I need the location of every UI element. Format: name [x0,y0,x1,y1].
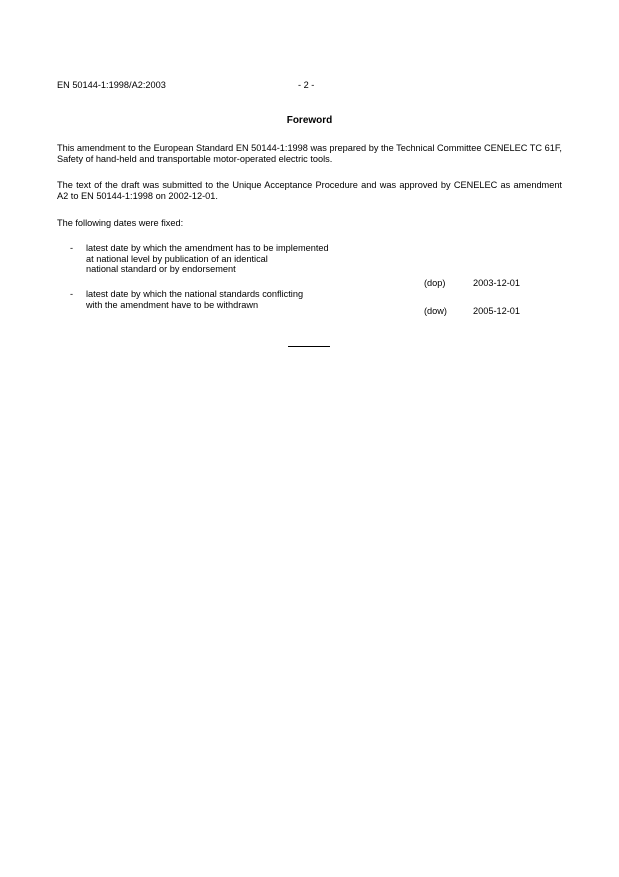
list-dash: - [70,243,74,253]
date-code: (dow) [424,306,447,317]
paragraph-prepared-by: This amendment to the European Standard EN 50144-1:1998 was prepared by the Technical Committee CENELEC TC 61F, Safety of hand-held and transportable motor-operated electric tools. [57,143,562,164]
page-header-doc-id: EN 50144-1:1998/A2:2003 [57,80,166,90]
description-line: at national level by publication of an identical [86,253,268,264]
page-number: - 2 - [298,80,315,90]
list-dash: - [70,289,74,299]
date-item-dop [57,243,562,289]
date-item-dow [57,289,562,317]
description-line: with the amendment have to be withdrawn [86,299,259,310]
description-line: national standard or by endorsement [86,264,236,275]
end-rule [288,346,330,347]
date-code: (dop) [424,278,446,289]
date-value: 2003-12-01 [473,278,520,289]
description-line: latest date by which the amendment has to be implemented [86,243,329,253]
paragraph-dates-intro: The following dates were fixed: [57,218,184,228]
foreword-title: Foreword [286,115,333,126]
date-item-description [86,243,406,275]
description-line: latest date by which the national standards conflicting [86,289,304,299]
paragraph-approval: The text of the draft was submitted to the Unique Acceptance Procedure and was approved by CENELEC as amendment A2 to EN 50144-1:1998 on 2002-12-01. [57,180,562,201]
date-item-description [86,289,406,310]
dates-list [57,243,562,317]
date-value: 2005-12-01 [473,306,520,317]
